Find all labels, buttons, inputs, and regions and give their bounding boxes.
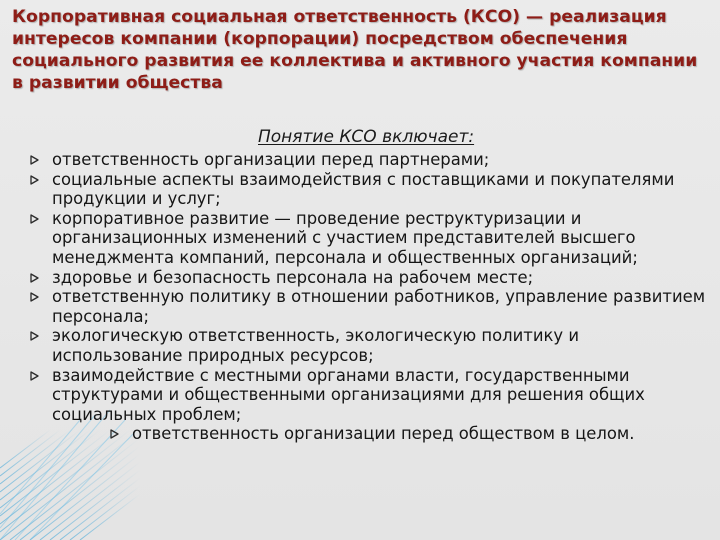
- bullet-item: [30, 170, 710, 209]
- bullet-text: экологическую ответственность, экологическую политику и использование природных ресурсов;: [52, 326, 579, 365]
- bullet-text: здоровье и безопасность персонала на рабочем месте;: [52, 267, 534, 287]
- triangle-right-outline-icon: [30, 273, 39, 283]
- slide-title: Корпоративная социальная ответственность (КСО) — реализация интересов компании (корпорации) посредством обеспечения социального развития ее коллектива и активного участия компании в развитии общества: [12, 7, 698, 93]
- bullet-text: ответственность организации перед партнерами;: [52, 150, 490, 169]
- triangle-right-outline-icon: [30, 331, 39, 341]
- triangle-right-outline-icon: [30, 371, 39, 381]
- triangle-right-outline-icon: [30, 292, 39, 302]
- triangle-right-outline-icon: [30, 214, 39, 224]
- triangle-right-outline-icon: [30, 175, 39, 185]
- bullet-text: социальные аспекты взаимодействия с поставщиками и покупателями продукции и услуг;: [52, 169, 675, 209]
- bullet-item: [30, 209, 710, 268]
- bullet-item: [30, 366, 710, 425]
- triangle-right-outline-icon: [30, 155, 39, 165]
- bullet-item: [30, 150, 710, 170]
- bullet-text: корпоративное развитие — проведение реструктуризации и организационных изменений с участием представителей высшего менеджмента компаний, персонала и общественных организаций;: [52, 208, 638, 267]
- bullet-text: ответственную политику в отношении работников, управление развитием персонала;: [52, 287, 706, 326]
- bullet-item: [30, 268, 710, 288]
- bullet-item: [30, 424, 710, 444]
- triangle-right-outline-icon: [110, 429, 119, 439]
- bullet-text: ответственность организации перед обществом в целом.: [132, 424, 635, 444]
- bullet-text: взаимодействие с местными органами власти, государственными структурами и общественными организациями для решения общих социальных проблем;: [52, 365, 645, 424]
- bullet-item: [30, 287, 710, 326]
- bullet-item: [30, 326, 710, 365]
- section-subtitle: Понятие КСО включает:: [258, 127, 475, 147]
- bullet-list: [30, 150, 710, 444]
